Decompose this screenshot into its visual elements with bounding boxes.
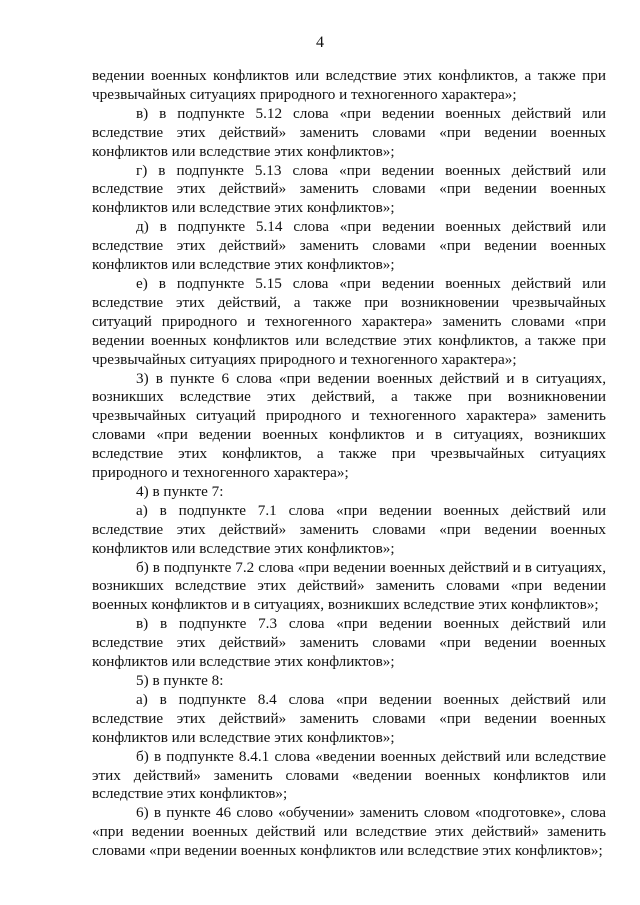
paragraph-continuation: ведении военных конфликтов или вследствие этих конфликтов, а также при чрезвычайных ситуациях природного и техногенного характера»;: [92, 67, 606, 103]
paragraph-point-3: 3) в пункте 6 слова «при ведении военных действий и в ситуациях, возникших вследствие этих действий, а также при возникновении чрезвычайных ситуаций природного и техногенного характера» заменить словами «при ведении военных конфликтов и в ситуациях, возникших вследствие этих конфликтов, а также при чрезвычайных ситуациях природного и техногенного характера»;: [92, 369, 606, 482]
paragraph-subpoint-e-5-15: е) в подпункте 5.15 слова «при ведении военных действий или вследствие этих действий, а также при возникновении чрезвычайных ситуаций природного и техногенного характера» заменить словами «при ведении военных конфликтов или вследствие этих конфликтов, а также при чрезвычайных ситуациях природного и техногенного характера»;: [92, 274, 606, 368]
paragraph-subpoint-v-7-3: в) в подпункте 7.3 слова «при ведении военных действий или вследствие этих действий» заменить словами «при ведении военных конфликтов или вследствие этих конфликтов»;: [92, 615, 606, 671]
paragraph-point-6: 6) в пункте 46 слово «обучении» заменить словом «подготовке», слова «при ведении военных действий или вследствие этих действий» заменить словами «при ведении военных конфликтов или вследствие этих конфликтов»;: [92, 804, 606, 860]
paragraph-subpoint-a-8-4: а) в подпункте 8.4 слова «при ведении военных действий или вследствие этих действий» заменить словами «при ведении военных конфликтов или вследствие этих конфликтов»;: [92, 690, 606, 746]
page-number: 4: [316, 34, 324, 51]
paragraph-subpoint-v-5-12: в) в подпункте 5.12 слова «при ведении военных действий или вследствие этих действий» заменить словами «при ведении военных конфликтов или вследствие этих конфликтов»;: [92, 104, 606, 160]
paragraph-subpoint-d-5-14: д) в подпункте 5.14 слова «при ведении военных действий или вследствие этих действий» заменить словами «при ведении военных конфликтов или вследствие этих конфликтов»;: [92, 218, 606, 274]
paragraph-point-4: 4) в пункте 7:: [136, 482, 224, 500]
paragraph-point-5: 5) в пункте 8:: [136, 672, 224, 689]
paragraph-subpoint-b-8-4-1: б) в подпункте 8.4.1 слова «ведении военных действий или вследствие этих действий» заменить словами «ведении военных конфликтов или вследствие этих конфликтов»;: [92, 747, 606, 803]
paragraph-subpoint-a-7-1: а) в подпункте 7.1 слова «при ведении военных действий или вследствие этих действий» заменить словами «при ведении военных конфликтов или вследствие этих конфликтов»;: [92, 501, 606, 557]
paragraph-subpoint-b-7-2: б) в подпункте 7.2 слова «при ведении военных действий и в ситуациях, возникших вследствие этих действий» заменить словами «при ведении военных конфликтов и в ситуациях, возникших вследствие этих конфликтов»;: [92, 558, 606, 614]
document-body: [92, 67, 606, 861]
paragraph-subpoint-g-5-13: г) в подпункте 5.13 слова «при ведении военных действий или вследствие этих действий» заменить словами «при ведении военных конфликтов или вследствие этих конфликтов»;: [92, 161, 606, 217]
